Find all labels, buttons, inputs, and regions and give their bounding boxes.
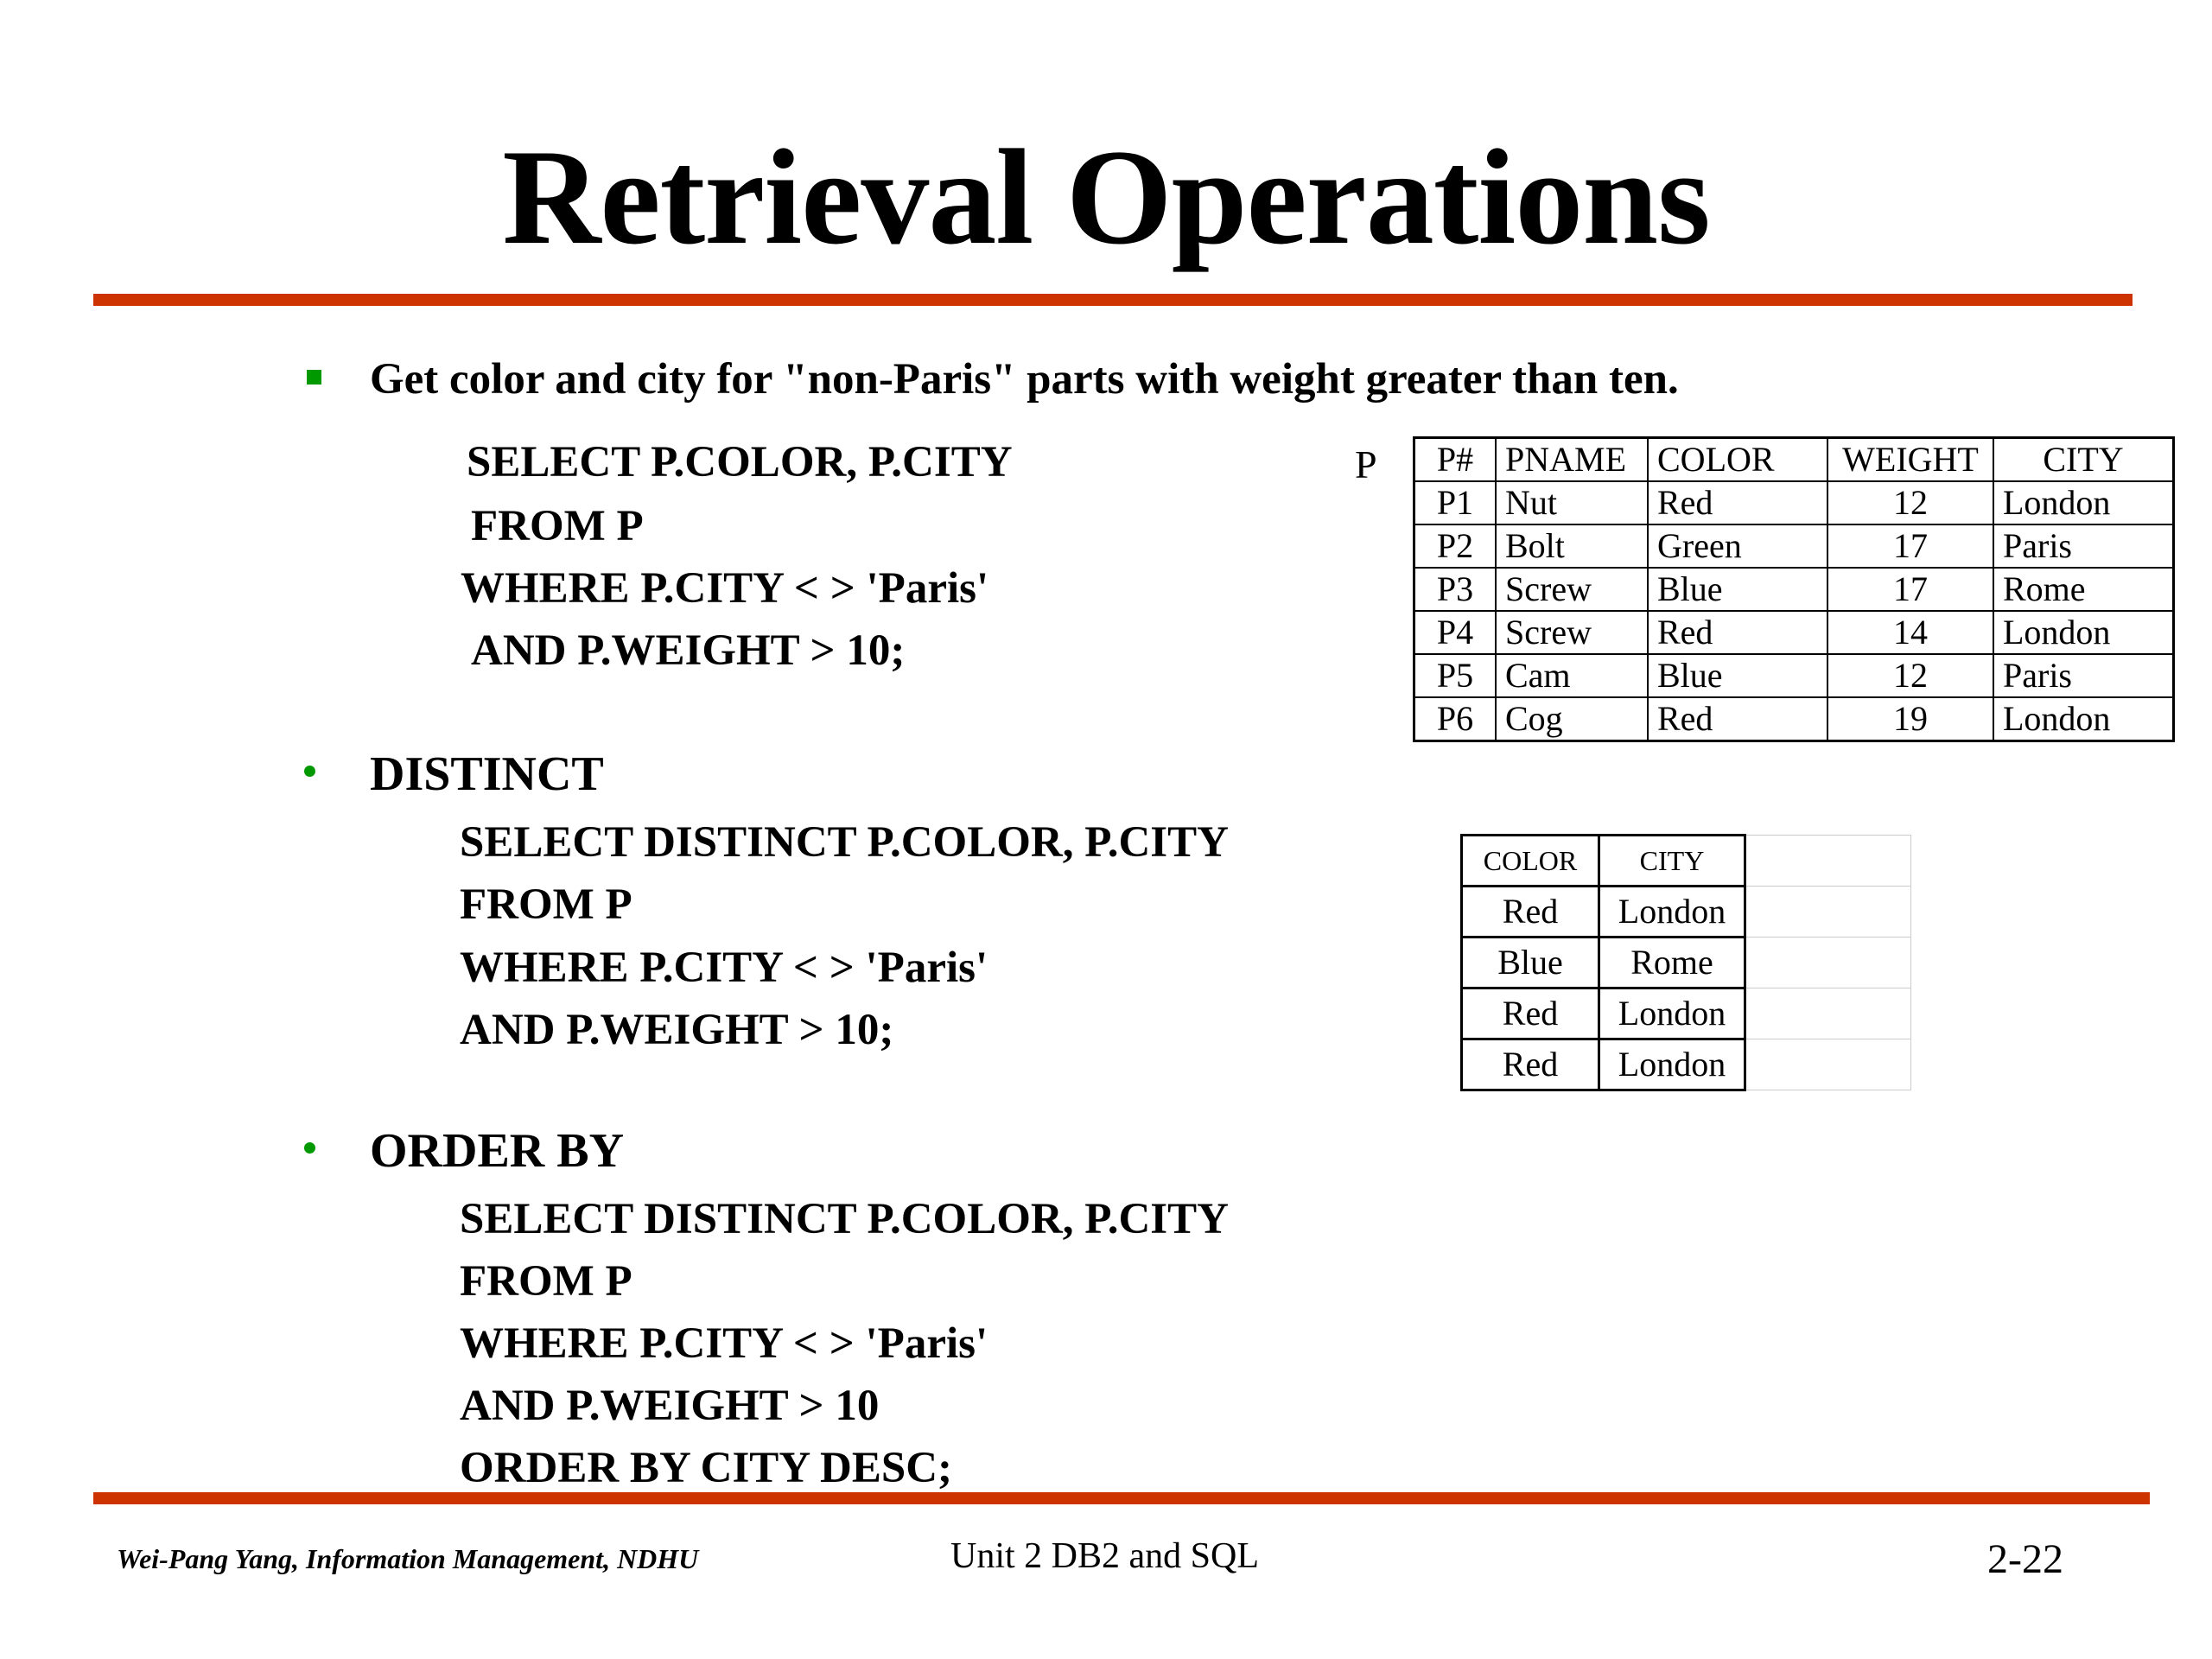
table-cell: London xyxy=(1599,1039,1745,1090)
table-cell: Paris xyxy=(1993,524,2174,568)
code-line: AND P.WEIGHT > 10 xyxy=(460,1382,880,1430)
table-cell: P1 xyxy=(1414,481,1497,524)
table-cell: Screw xyxy=(1496,568,1648,611)
code-line: WHERE P.CITY < > 'Paris' xyxy=(461,564,989,613)
table-cell: P5 xyxy=(1414,654,1497,697)
section-heading-order-by: ORDER BY xyxy=(370,1124,625,1178)
table-row xyxy=(1462,938,1911,988)
table-cell: 17 xyxy=(1827,524,1993,568)
footer-author: Wei-Pang Yang, Information Management, NDHU xyxy=(117,1543,699,1574)
dot-bullet-icon xyxy=(304,766,315,777)
table-cell: Red xyxy=(1462,988,1599,1039)
column-header: COLOR xyxy=(1462,836,1599,887)
table-cell: Nut xyxy=(1496,481,1648,524)
table-cell: Blue xyxy=(1462,938,1599,988)
parts-table xyxy=(1413,436,2175,742)
table-cell: London xyxy=(1993,697,2174,741)
column-header: CITY xyxy=(1993,438,2174,482)
table-label: P xyxy=(1355,442,1377,486)
table-cell: 12 xyxy=(1827,654,1993,697)
result-table xyxy=(1460,834,1911,1091)
table-cell: London xyxy=(1993,611,2174,654)
table-cell: Red xyxy=(1648,697,1827,741)
code-line: ORDER BY CITY DESC; xyxy=(460,1444,953,1492)
square-bullet-icon xyxy=(307,370,321,385)
code-line: FROM P xyxy=(460,1257,632,1306)
table-cell: Rome xyxy=(1993,568,2174,611)
table-cell: Red xyxy=(1648,611,1827,654)
code-line: FROM P xyxy=(471,502,644,550)
code-line: AND P.WEIGHT > 10; xyxy=(471,626,906,675)
table-cell: Red xyxy=(1462,1039,1599,1090)
column-header: PNAME xyxy=(1496,438,1648,482)
table-header-row xyxy=(1462,836,1911,887)
table-header-row xyxy=(1414,438,2174,482)
table-row xyxy=(1414,654,2174,697)
table-cell: Rome xyxy=(1599,938,1745,988)
section-heading-distinct: DISTINCT xyxy=(370,747,604,801)
table-cell: London xyxy=(1599,988,1745,1039)
table-cell: Cam xyxy=(1496,654,1648,697)
footer-unit: Unit 2 DB2 and SQL xyxy=(950,1536,1259,1576)
table-row xyxy=(1462,1039,1911,1090)
table-cell: 12 xyxy=(1827,481,1993,524)
table-row xyxy=(1414,481,2174,524)
code-line: WHERE P.CITY < > 'Paris' xyxy=(460,944,988,992)
page-number: 2-22 xyxy=(1987,1536,2063,1582)
empty-cell xyxy=(1745,988,1911,1039)
code-line: FROM P xyxy=(460,880,632,929)
table-row xyxy=(1414,524,2174,568)
empty-cell xyxy=(1745,938,1911,988)
slide-title: Retrieval Operations xyxy=(502,122,1710,273)
table-row xyxy=(1462,887,1911,938)
table-row xyxy=(1462,988,1911,1039)
footer-rule xyxy=(93,1492,2150,1504)
table-row xyxy=(1414,568,2174,611)
column-header: CITY xyxy=(1599,836,1745,887)
empty-cell xyxy=(1745,836,1911,887)
table-cell: Red xyxy=(1462,887,1599,938)
table-cell: Bolt xyxy=(1496,524,1648,568)
table-cell: 17 xyxy=(1827,568,1993,611)
code-line: AND P.WEIGHT > 10; xyxy=(460,1006,894,1054)
table-cell: P2 xyxy=(1414,524,1497,568)
table-row xyxy=(1414,611,2174,654)
table-cell: P4 xyxy=(1414,611,1497,654)
code-line: SELECT DISTINCT P.COLOR, P.CITY xyxy=(460,818,1229,867)
code-line: WHERE P.CITY < > 'Paris' xyxy=(460,1319,988,1368)
code-line: SELECT DISTINCT P.COLOR, P.CITY xyxy=(460,1195,1229,1243)
column-header: COLOR xyxy=(1648,438,1827,482)
table-cell: 19 xyxy=(1827,697,1993,741)
table-cell: Cog xyxy=(1496,697,1648,741)
dot-bullet-icon xyxy=(304,1142,315,1154)
table-row xyxy=(1414,697,2174,741)
query-statement: Get color and city for "non-Paris" parts with weight greater than ten. xyxy=(370,355,1679,404)
table-cell: P6 xyxy=(1414,697,1497,741)
code-line: SELECT P.COLOR, P.CITY xyxy=(467,438,1013,486)
empty-cell xyxy=(1745,887,1911,938)
empty-cell xyxy=(1745,1039,1911,1090)
column-header: P# xyxy=(1414,438,1497,482)
table-cell: 14 xyxy=(1827,611,1993,654)
title-rule xyxy=(93,294,2133,306)
table-cell: Blue xyxy=(1648,654,1827,697)
table-cell: P3 xyxy=(1414,568,1497,611)
table-cell: Green xyxy=(1648,524,1827,568)
table-cell: London xyxy=(1599,887,1745,938)
table-cell: Paris xyxy=(1993,654,2174,697)
table-cell: Blue xyxy=(1648,568,1827,611)
table-cell: Red xyxy=(1648,481,1827,524)
column-header: WEIGHT xyxy=(1827,438,1993,482)
table-cell: London xyxy=(1993,481,2174,524)
table-cell: Screw xyxy=(1496,611,1648,654)
